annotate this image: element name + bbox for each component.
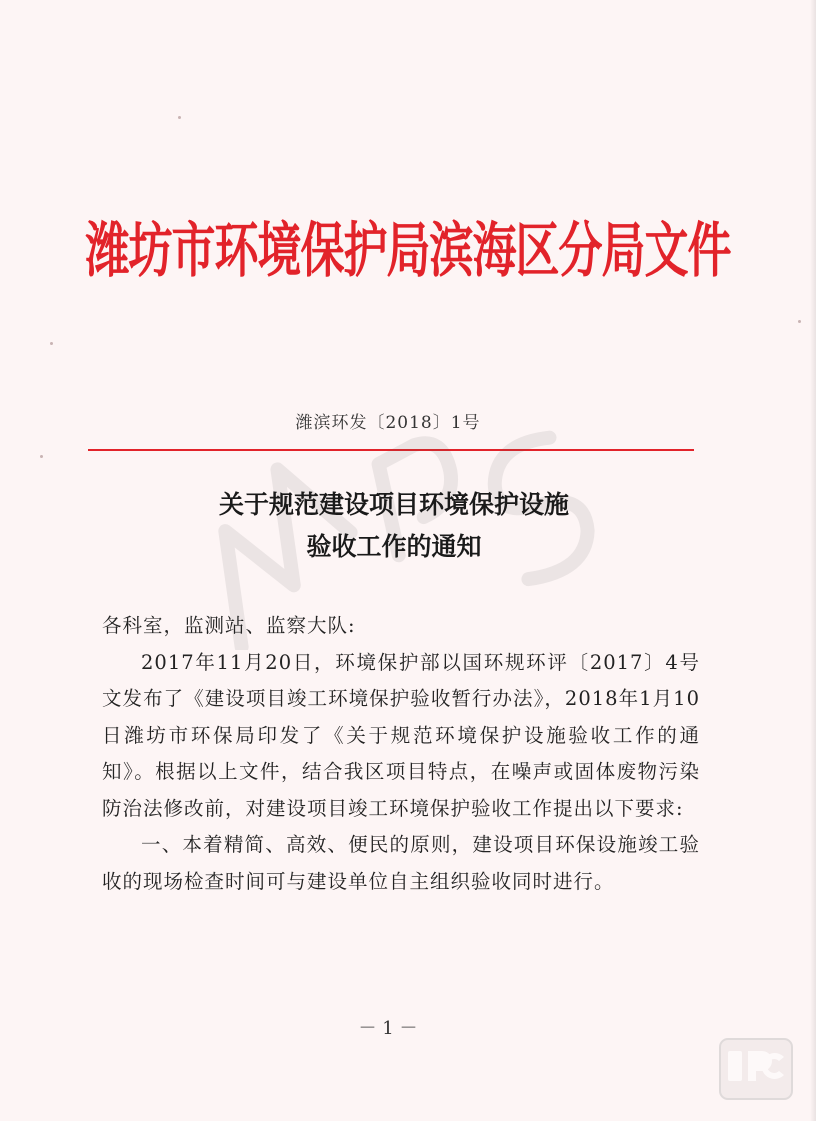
scan-speck: [40, 455, 43, 458]
scan-speck: [798, 320, 801, 323]
page-number: － 1 －: [358, 1018, 418, 1039]
document-body: [102, 608, 700, 900]
body-paragraph-2: 一、本着精简、高效、便民的原则，建设项目环保设施竣工验收的现场检查时间可与建设单位自主组织验收同时进行。: [102, 833, 700, 893]
document-title-line1: 关于规范建设项目环境保护设施: [218, 490, 569, 519]
body-paragraph-1: 2017年11月20日，环境保护部以国环规环评〔2017〕4号文发布了《建设项目竣工环境保护验收暂行办法》，2018年1月10日潍坊市环保局印发了《关于规范环境保护设施验收工作的通知》。根据以上文件，结合我区项目特点，在噪声或固体废物污染防治法修改前，对建设项目竣工环境保护验收工作提出以下要求:: [102, 650, 700, 820]
document-number: 潍滨环发〔2018〕1号: [295, 413, 481, 433]
agency-header-title: 潍坊市环境保护局滨海区分局文件: [85, 216, 731, 286]
red-divider-line: [88, 449, 694, 451]
document-title-line2: 验收工作的通知: [306, 532, 482, 561]
scan-speck: [50, 342, 53, 345]
corner-logo-stamp: [718, 1037, 794, 1101]
document-title: [0, 484, 788, 568]
scan-shadow-edge: [810, 0, 816, 1121]
scan-speck: [178, 116, 181, 119]
salutation: 各科室，监测站、监察大队:: [102, 614, 356, 637]
